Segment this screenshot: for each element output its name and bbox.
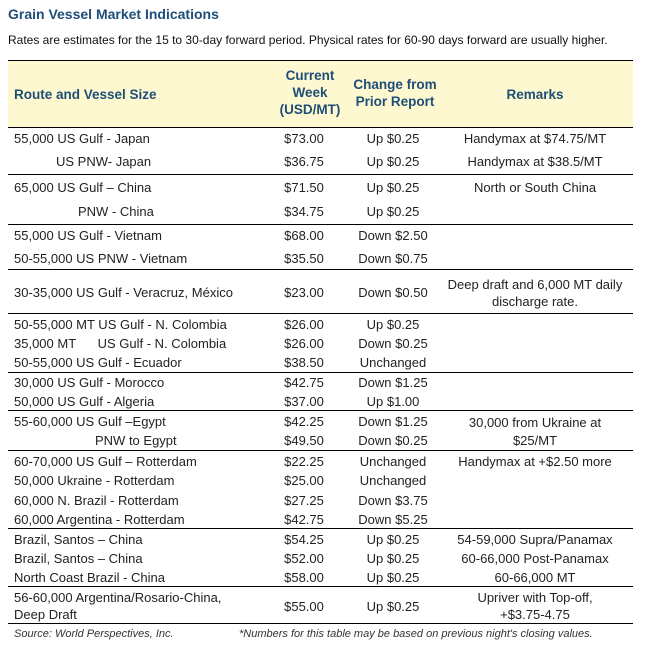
table-row-change: Up $0.25: [366, 180, 420, 195]
table-row-change: Down $1.25: [358, 375, 428, 390]
header-route: Route and Vessel Size: [14, 87, 157, 102]
table-row-remark: $25/MT: [512, 433, 558, 448]
rule-group: [8, 224, 633, 225]
table-row-change: Unchanged: [359, 473, 427, 488]
table-row-rate: $37.00: [284, 394, 324, 409]
table-row-rate: $55.00: [284, 599, 324, 614]
table-row-remark: discharge rate.: [492, 294, 578, 309]
header-change-2: Prior Report: [355, 94, 435, 109]
table-row-route: 35,000 MT US Gulf - N. Colombia: [14, 336, 227, 351]
table-row-rate: $26.00: [284, 317, 324, 332]
header-change-1: Change from: [353, 77, 437, 92]
table-row-remark: +$3.75-4.75: [500, 607, 570, 622]
table-row-rate: $52.00: [284, 551, 324, 566]
table-row-route: 55,000 US Gulf - Vietnam: [14, 228, 162, 243]
table-row-change: Down $1.25: [358, 414, 428, 429]
table-row-route: 50,000 US Gulf - Algeria: [14, 394, 155, 409]
source-note: Source: World Perspectives, Inc.: [14, 628, 174, 640]
table-row-change: Down $0.75: [358, 251, 428, 266]
table-row-rate: $27.25: [284, 493, 324, 508]
table-row-route: 60,000 N. Brazil - Rotterdam: [14, 493, 179, 508]
rule-group: [8, 586, 633, 587]
rule-group: [8, 174, 633, 175]
table-row-route: North Coast Brazil - China: [14, 570, 165, 585]
table-row-change: Up $0.25: [366, 154, 420, 169]
table-row-change: Up $0.25: [366, 131, 420, 146]
rule-group: [8, 269, 633, 270]
table-row-rate: $73.00: [284, 131, 324, 146]
table-row-remark: Handymax at +$2.50 more: [458, 454, 612, 469]
table-row-change: Down $2.50: [358, 228, 428, 243]
table-row-route: 30,000 US Gulf - Morocco: [14, 375, 165, 390]
table-row-route: 50-55,000 US PNW - Vietnam: [14, 251, 188, 266]
table-row-change: Down $3.75: [358, 493, 428, 508]
table-row-route: Deep Draft: [14, 607, 77, 622]
subtitle: Rates are estimates for the 15 to 30-day forward period. Physical rates for 60-90 days forward are usually higher.: [8, 33, 608, 47]
footnote: *Numbers for this table may be based on previous night's closing values.: [239, 628, 593, 640]
table-row-rate: $26.00: [284, 336, 324, 351]
table-row-change: Up $0.25: [366, 551, 420, 566]
table-row-rate: $22.25: [284, 454, 324, 469]
rule-group: [8, 372, 633, 373]
table-row-remark: Deep draft and 6,000 MT daily: [447, 277, 623, 292]
table-row-rate: $58.00: [284, 570, 324, 585]
table-row-change: Up $0.25: [366, 204, 420, 219]
table-row-route: 55,000 US Gulf - Japan: [14, 131, 150, 146]
table-row-change: Up $1.00: [366, 394, 420, 409]
table-row-route: 50-55,000 US Gulf - Ecuador: [14, 355, 182, 370]
table-row-change: Unchanged: [359, 454, 427, 469]
table-row-route: 30-35,000 US Gulf - Veracruz, México: [14, 285, 233, 300]
table-row-rate: $35.50: [284, 251, 324, 266]
header-remarks: Remarks: [506, 87, 564, 102]
table-row-route: PNW to Egypt: [95, 433, 177, 448]
table-row-rate: $34.75: [284, 204, 324, 219]
rule-group: [8, 450, 633, 451]
table-row-rate: $25.00: [284, 473, 324, 488]
table-row-remark: 30,000 from Ukraine at: [468, 415, 602, 430]
table-row-rate: $38.50: [284, 355, 324, 370]
table-row-route: US PNW- Japan: [56, 154, 152, 169]
table-row-route: 65,000 US Gulf – China: [14, 180, 152, 195]
table-row-remark: 60-66,000 MT: [494, 570, 576, 585]
rule-group: [8, 313, 633, 314]
table-row-rate: $71.50: [284, 180, 324, 195]
table-row-rate: $42.25: [284, 414, 324, 429]
page-title: Grain Vessel Market Indications: [8, 6, 219, 22]
rule-group: [8, 410, 633, 411]
table-row-change: Down $0.25: [358, 336, 428, 351]
table-row-route: Brazil, Santos – China: [14, 532, 143, 547]
header-current-2: Week: [292, 85, 328, 100]
table-row-change: Down $0.25: [358, 433, 428, 448]
rule-bottom: [8, 623, 633, 624]
table-row-remark: North or South China: [473, 180, 597, 195]
table-row-remark: Handymax at $38.5/MT: [467, 154, 603, 169]
table-row-rate: $42.75: [284, 512, 324, 527]
rule-header: [8, 127, 633, 128]
table-row-remark: 60-66,000 Post-Panamax: [461, 551, 609, 566]
table-row-rate: $42.75: [284, 375, 324, 390]
table-row-route: PNW - China: [78, 204, 154, 219]
table-row-change: Up $0.25: [366, 317, 420, 332]
table-row-route: 55-60,000 US Gulf –Egypt: [14, 414, 166, 429]
table-row-change: Down $5.25: [358, 512, 428, 527]
table-row-change: Up $0.25: [366, 599, 420, 614]
table-row-change: Up $0.25: [366, 570, 420, 585]
table-row-change: Down $0.50: [358, 285, 428, 300]
table-row-rate: $36.75: [284, 154, 324, 169]
table-row-route: 60,000 Argentina - Rotterdam: [14, 512, 185, 527]
table-row-change: Unchanged: [359, 355, 427, 370]
header-current-3: (USD/MT): [279, 102, 341, 117]
table-header: [8, 61, 633, 127]
table-row-route: 50-55,000 MT US Gulf - N. Colombia: [14, 317, 227, 332]
table-row-route: 50,000 Ukraine - Rotterdam: [14, 473, 175, 488]
table-row-rate: $68.00: [284, 228, 324, 243]
table-row-change: Up $0.25: [366, 532, 420, 547]
table-row-route: 56-60,000 Argentina/Rosario-China,: [14, 590, 222, 605]
table-row-rate: $23.00: [284, 285, 324, 300]
header-current-1: Current: [285, 68, 335, 83]
table-row-remark: Upriver with Top-off,: [477, 590, 593, 605]
rule-group: [8, 528, 633, 529]
table-row-remark: Handymax at $74.75/MT: [463, 131, 607, 146]
table-row-rate: $54.25: [284, 532, 324, 547]
table-row-remark: 54-59,000 Supra/Panamax: [457, 532, 613, 547]
table-row-route: 60-70,000 US Gulf – Rotterdam: [14, 454, 197, 469]
table-row-route: Brazil, Santos – China: [14, 551, 143, 566]
table-row-rate: $49.50: [284, 433, 324, 448]
